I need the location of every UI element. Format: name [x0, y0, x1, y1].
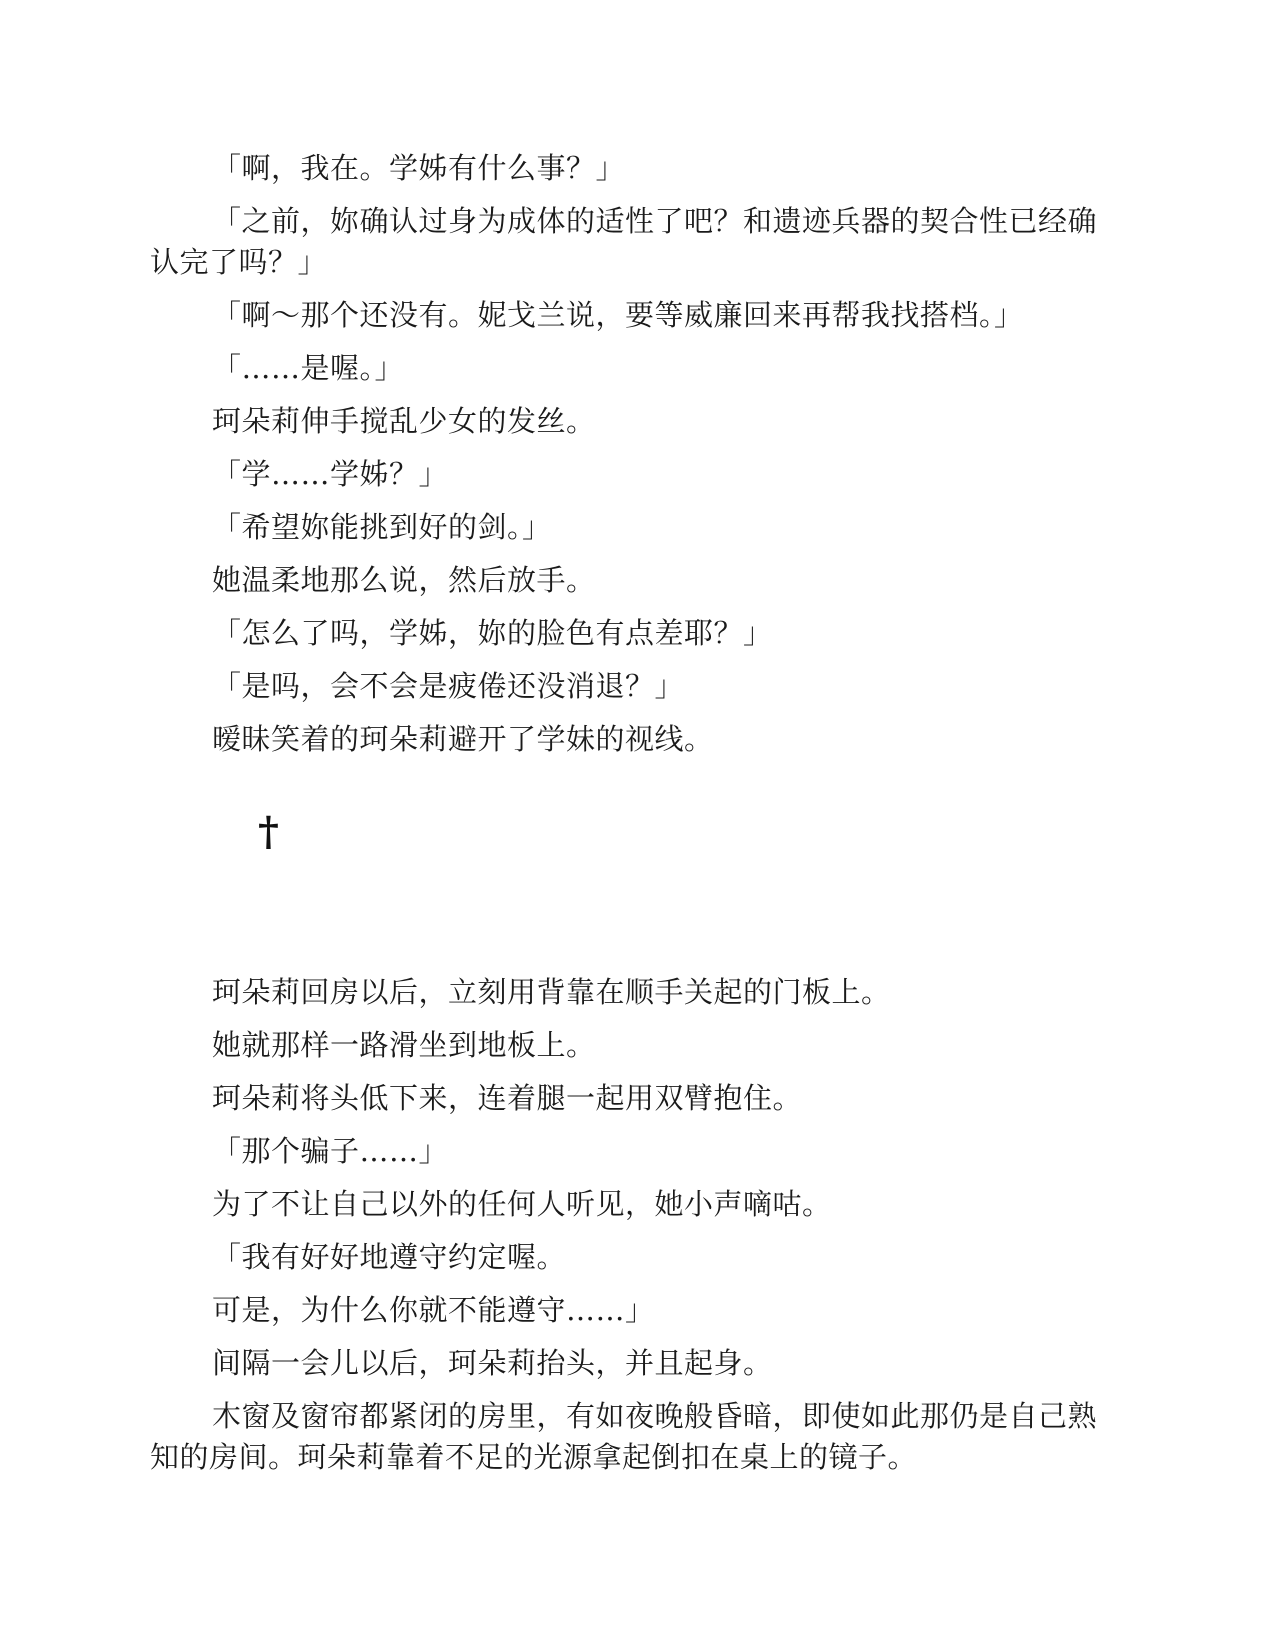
paragraph: 「我有好好地遵守约定喔。	[212, 1240, 567, 1274]
paragraph: 「啊，我在。学姊有什么事？」	[212, 151, 626, 185]
dagger-divider-icon: †	[258, 808, 279, 855]
paragraph: 木窗及窗帘都紧闭的房里，有如夜晚般昏暗，即使如此那仍是自己熟知的房间。珂朵莉靠着不足的光源拿起倒扣在桌上的镜子。	[150, 1399, 1098, 1474]
section-divider	[150, 772, 1125, 972]
paragraph: 间隔一会儿以后，珂朵莉抬头，并且起身。	[212, 1346, 773, 1380]
paragraph: 她温柔地那么说，然后放手。	[212, 563, 596, 597]
paragraph: 可是，为什么你就不能遵守……」	[212, 1293, 655, 1327]
paragraph: 珂朵莉伸手搅乱少女的发丝。	[212, 404, 596, 438]
paragraph: 珂朵莉将头低下来，连着腿一起用双臂抱住。	[212, 1081, 803, 1115]
paragraph: 「……是喔。」	[212, 351, 405, 385]
paragraph: 为了不让自己以外的任何人听见，她小声嘀咕。	[212, 1187, 832, 1221]
paragraph: 暧昧笑着的珂朵莉避开了学妹的视线。	[212, 722, 714, 756]
paragraph: 「怎么了吗，学姊，妳的脸色有点差耶？」	[212, 616, 773, 650]
paragraph: 「是吗，会不会是疲倦还没消退？」	[212, 669, 685, 703]
paragraph: 她就那样一路滑坐到地板上。	[212, 1028, 596, 1062]
paragraph: 「学……学姊？」	[212, 457, 449, 491]
paragraph: 「之前，妳确认过身为成体的适性了吧？和遗迹兵器的契合性已经确认完了吗？」	[150, 204, 1098, 279]
paragraph: 「啊～那个还没有。妮戈兰说，要等威廉回来再帮我找搭档。」	[212, 298, 1024, 332]
paragraph: 「希望妳能挑到好的剑。」	[212, 510, 552, 544]
section-1	[150, 148, 1125, 760]
document-page	[150, 148, 1125, 1490]
section-2	[150, 972, 1125, 1478]
paragraph: 「那个骗子……」	[212, 1134, 449, 1168]
paragraph: 珂朵莉回房以后，立刻用背靠在顺手关起的门板上。	[212, 975, 891, 1009]
